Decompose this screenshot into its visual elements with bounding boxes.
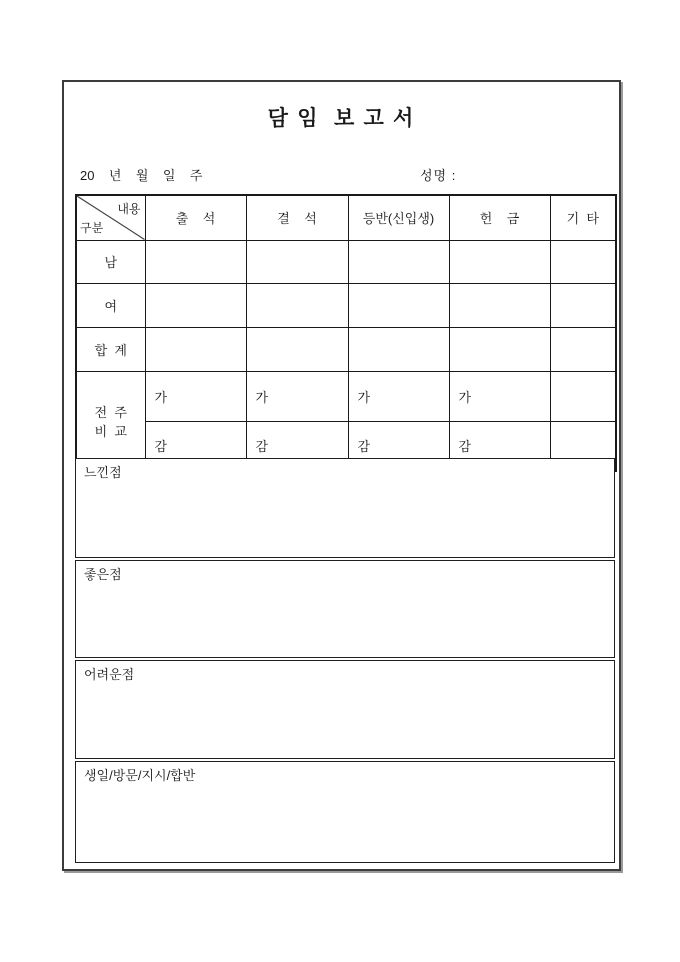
date-line-text: 20 년 월 일 주 bbox=[80, 168, 203, 183]
corner-cell bbox=[76, 195, 145, 240]
table-cell-empty bbox=[145, 240, 246, 283]
attendance-table bbox=[75, 194, 617, 472]
section-difficulties bbox=[75, 660, 615, 759]
decrease-cell-absence: 감 bbox=[246, 422, 348, 471]
table-cell-empty bbox=[145, 283, 246, 327]
comparison-label-line1: 전 주 bbox=[94, 404, 127, 420]
increase-cell-offering: 가 bbox=[449, 371, 550, 422]
table-row-comparison-increase bbox=[76, 371, 616, 422]
column-header-newcomer: 등반(신입생) bbox=[348, 195, 449, 240]
section-birthday-visit-notice bbox=[75, 761, 615, 863]
column-header-attendance: 출 석 bbox=[145, 195, 246, 240]
table-cell-empty bbox=[246, 283, 348, 327]
table-cell-empty bbox=[348, 327, 449, 371]
table-cell-empty bbox=[449, 327, 550, 371]
table-cell-empty bbox=[449, 283, 550, 327]
decrease-cell-attendance: 감 bbox=[145, 422, 246, 471]
table-cell-empty bbox=[550, 283, 616, 327]
table-cell-empty bbox=[550, 327, 616, 371]
column-header-offering: 헌 금 bbox=[449, 195, 550, 240]
row-label-male: 남 bbox=[76, 240, 145, 283]
report-page bbox=[62, 80, 621, 871]
corner-label-content: 내용 bbox=[117, 202, 141, 216]
table-cell-empty bbox=[348, 240, 449, 283]
table-cell-empty bbox=[246, 240, 348, 283]
corner-label-category: 구분 bbox=[80, 220, 104, 235]
table-cell-empty bbox=[246, 327, 348, 371]
row-label-weekly-comparison bbox=[76, 371, 145, 471]
increase-cell-absence: 가 bbox=[246, 371, 348, 422]
column-header-absence: 결 석 bbox=[246, 195, 348, 240]
section-impressions bbox=[75, 458, 615, 558]
decrease-cell-newcomer: 감 bbox=[348, 422, 449, 471]
comparison-label-line2: 비 교 bbox=[94, 423, 127, 439]
decrease-cell-offering: 감 bbox=[449, 422, 550, 471]
section-good-points bbox=[75, 560, 615, 658]
date-line bbox=[80, 165, 600, 183]
section-label: 생일/방문/지시/합반 bbox=[84, 768, 196, 783]
section-label: 느낀점 bbox=[84, 465, 122, 480]
row-label-total: 합 계 bbox=[76, 327, 145, 371]
table-row-female bbox=[76, 283, 616, 327]
row-label-female: 여 bbox=[76, 283, 145, 327]
increase-cell-attendance: 가 bbox=[145, 371, 246, 422]
table-header-row bbox=[76, 195, 616, 240]
section-label: 좋은점 bbox=[84, 567, 122, 582]
column-header-etc: 기 타 bbox=[550, 195, 616, 240]
table-cell-empty bbox=[449, 240, 550, 283]
table-cell-empty bbox=[348, 283, 449, 327]
table-row-total bbox=[76, 327, 616, 371]
page-title: 담 임 보 고 서 bbox=[267, 106, 416, 130]
table-row-male bbox=[76, 240, 616, 283]
increase-cell-newcomer: 가 bbox=[348, 371, 449, 422]
section-label: 어려운점 bbox=[84, 667, 135, 682]
table-cell-empty bbox=[145, 327, 246, 371]
table-cell-empty bbox=[550, 240, 616, 283]
table-cell-empty bbox=[550, 371, 616, 422]
name-label: 성명 : bbox=[420, 168, 457, 183]
